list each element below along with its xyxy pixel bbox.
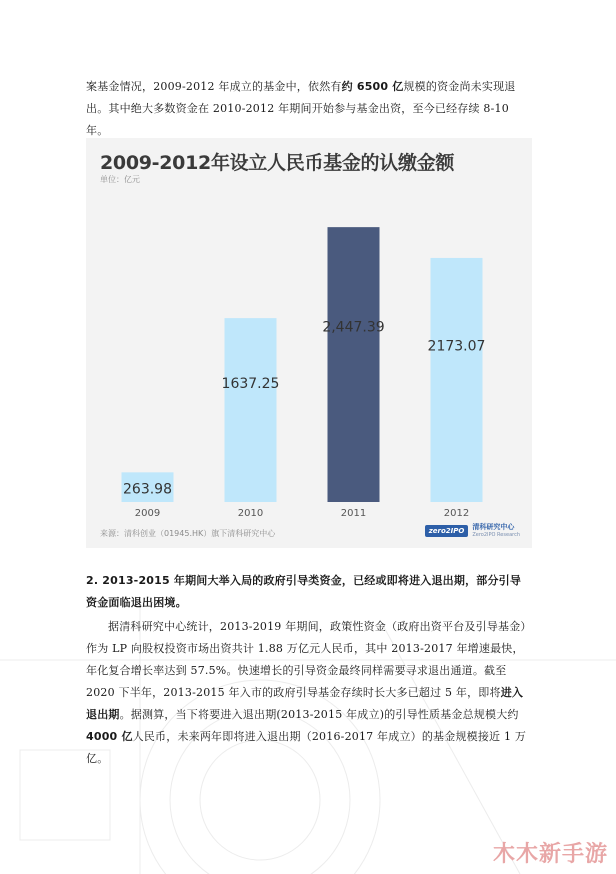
logo-cn-text: 清科研究中心 [472,523,515,531]
chart-title: 2009-2012年设立人民币基金的认缴金额 [100,152,455,174]
logo-en-text: Zero2IPO Research [472,532,520,538]
x-tick-2011: 2011 [340,508,367,519]
bar-2010 [225,318,277,502]
zero2ipo-logo [425,523,520,539]
paragraph-guidance-funds: 据清科研究中心统计，2013-2019 年期间，政策性资金（政府出资平台及引导基金）作为 LP 向股权投资市场出资共计 1.88 万亿元人民币，其中 2013-2017 年增速最快，年化复合增长率达到 57.5%。快速增长的引导资金最终同样需要寻求退出通道。截至 2020 下半年，2013-2015 年入市的政府引导基金存续时长大多已超过 5 年，即将进入退出期。据测算，当下将要进入退出期(2013-2015 年成立)的引导性质基金总规模大约 4000 亿人民币，未来两年即将进入退出期（2016-2017 年成立）的基金规模接近 1 万亿。 [86,620,532,765]
value-label-2009: 263.98 [123,481,172,498]
bar-chart [86,138,532,548]
bar-2011 [328,227,380,502]
logo-mark: zero2IPO [425,525,469,537]
x-tick-2010: 2010 [237,508,264,519]
value-label-2012: 2173.07 [427,338,486,355]
section-heading-2: 2. 2013-2015 年期间大举入局的政府引导类资金，已经或即将进入退出期，部分引导资金面临退出困境。 [86,574,522,609]
chart-source: 来源：清科创业（01945.HK）旗下清科研究中心 [100,529,276,538]
paragraph-fund-overview: 案基金情况，2009-2012 年成立的基金中，依然有约 6500 亿规模的资金尚未实现退出。其中绝大多数资金在 2010-2012 年期间开始参与基金出资，至今已经存续 8-10 年。 [86,80,516,137]
bar-chart-panel [86,138,532,548]
x-tick-2009: 2009 [134,508,161,519]
chart-unit-label: 单位：亿元 [100,175,140,184]
bar-2012 [431,258,483,502]
site-watermark: 木木新手游 [492,842,608,867]
value-label-2010: 1637.25 [221,375,280,392]
x-tick-2012: 2012 [443,508,470,519]
value-label-2011: 2,447.39 [322,319,385,336]
